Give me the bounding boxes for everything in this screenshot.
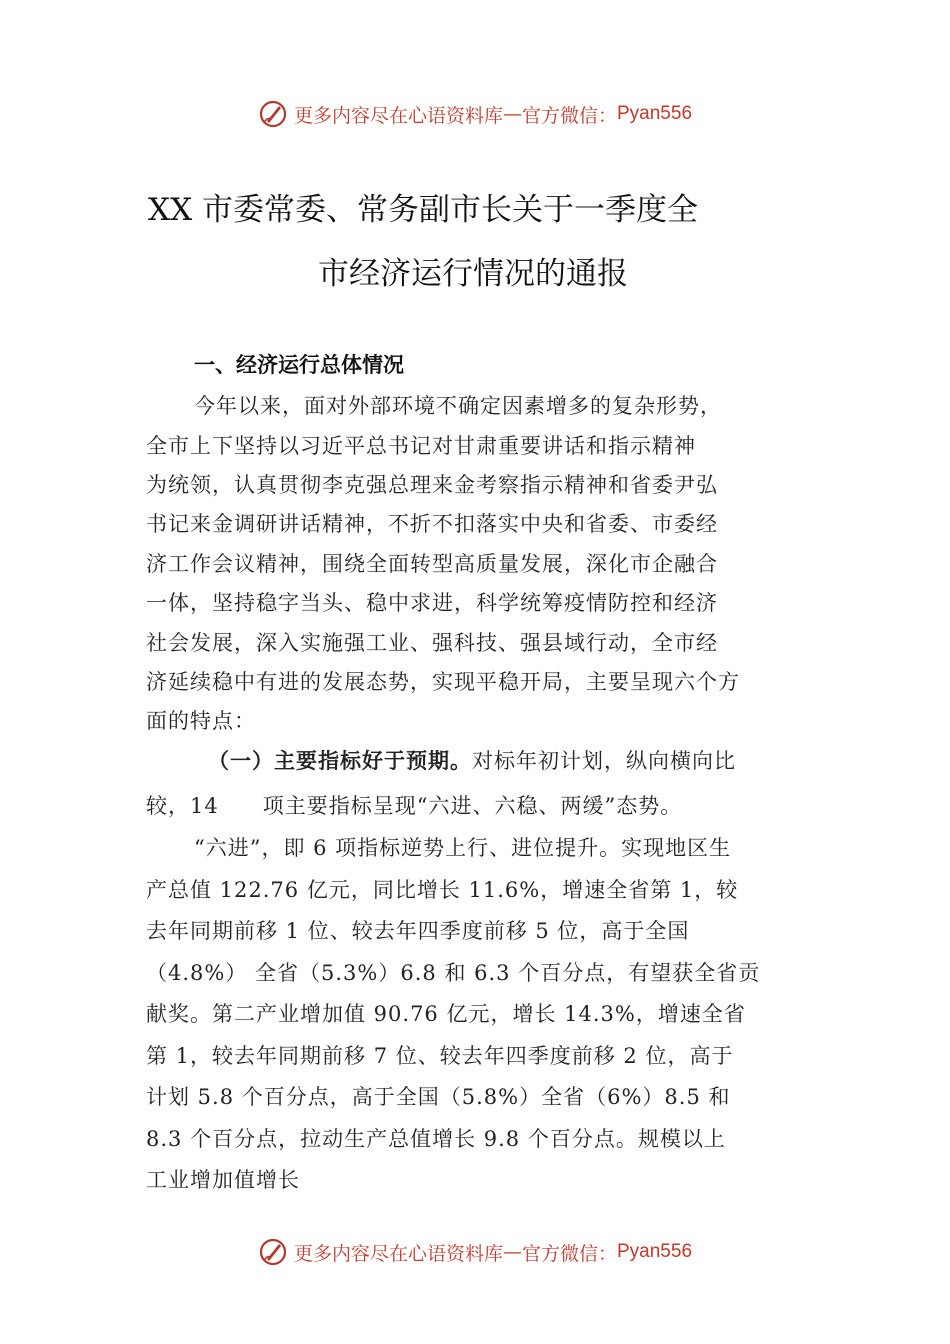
header-banner [0, 94, 950, 134]
paragraph-line: 计划 5.8 个百分点，高于全国（5.8%）全省（6%）8.5 和 [146, 1085, 731, 1109]
banner-text: 更多内容尽在心语资料库 [293, 1242, 503, 1265]
paragraph-line: 献奖。第二产业增加值 90.76 亿元，增长 14.3%，增速全省 [146, 1002, 746, 1026]
document-title-line2: 市经济运行情况的通报 [318, 256, 628, 292]
banner-wechat-label: 官方微信： [521, 104, 617, 127]
banner-separator: — [502, 1241, 522, 1263]
paragraph-line: 产总值 122.76 亿元，同比增长 11.6%，增速全省第 1，较 [146, 878, 739, 902]
paragraph-line: （4.8%） 全省（5.3%）6.8 和 6.3 个百分点，有望获全省贡 [146, 961, 761, 985]
paragraph-line: 今年以来，面对外部环境不确定因素增多的复杂形势， [194, 394, 722, 418]
paragraph-line: 面的特点： [146, 709, 256, 733]
paragraph-line: 济延续稳中有进的发展态势，实现平稳开局，主要呈现六个方 [146, 670, 740, 694]
subsection-heading [208, 745, 736, 775]
paragraph-line: 全市上下坚持以习近平总书记对甘肃重要讲话和指示精神 [146, 434, 696, 458]
section-heading: 一、经济运行总体情况 [194, 353, 404, 377]
banner-wechat-id: Pyan556 [617, 1241, 693, 1262]
paragraph-line: 去年同期前移 1 位、较去年四季度前移 5 位，高于全国 [146, 919, 690, 943]
quill-logo-icon [258, 99, 288, 129]
quill-logo-icon [258, 1237, 288, 1267]
banner-wechat-label: 官方微信： [521, 1242, 617, 1265]
paragraph-line: 工业增加值增长 [146, 1168, 300, 1192]
paragraph-line: 书记来金调研讲话精神，不折不扣落实中央和省委、市委经 [146, 512, 718, 536]
subsection-lead: （一）主要指标好于预期。 [208, 749, 472, 773]
banner-text: 更多内容尽在心语资料库 [293, 104, 503, 127]
document-title-line1: XX 市委常委、常务副市长关于一季度全 [148, 192, 698, 228]
paragraph-line: “六进”，即 6 项指标逆势上行、进位提升。实现地区生 [194, 836, 732, 860]
paragraph-line: 第 1，较去年同期前移 7 位、较去年四季度前移 2 位，高于 [146, 1044, 734, 1068]
paragraph-line: 较，14 项主要指标呈现“六进、六稳、两缓”态势。 [146, 794, 683, 818]
paragraph-line: 社会发展，深入实施强工业、强科技、强县域行动，全市经 [146, 631, 718, 655]
paragraph-line: 为统领，认真贯彻李克强总理来金考察指示精神和省委尹弘 [146, 473, 718, 497]
paragraph-line: 济工作会议精神，围绕全面转型高质量发展，深化市企融合 [146, 552, 718, 576]
subsection-rest: 对标年初计划，纵向横向比 [472, 749, 736, 773]
banner-wechat-id: Pyan556 [617, 103, 693, 124]
footer-banner [0, 1232, 950, 1272]
paragraph-line: 8.3 个百分点，拉动生产总值增长 9.8 个百分点。规模以上 [146, 1127, 726, 1151]
banner-separator: — [502, 103, 522, 125]
paragraph-line: 一体，坚持稳字当头、稳中求进，科学统筹疫情防控和经济 [146, 591, 718, 615]
